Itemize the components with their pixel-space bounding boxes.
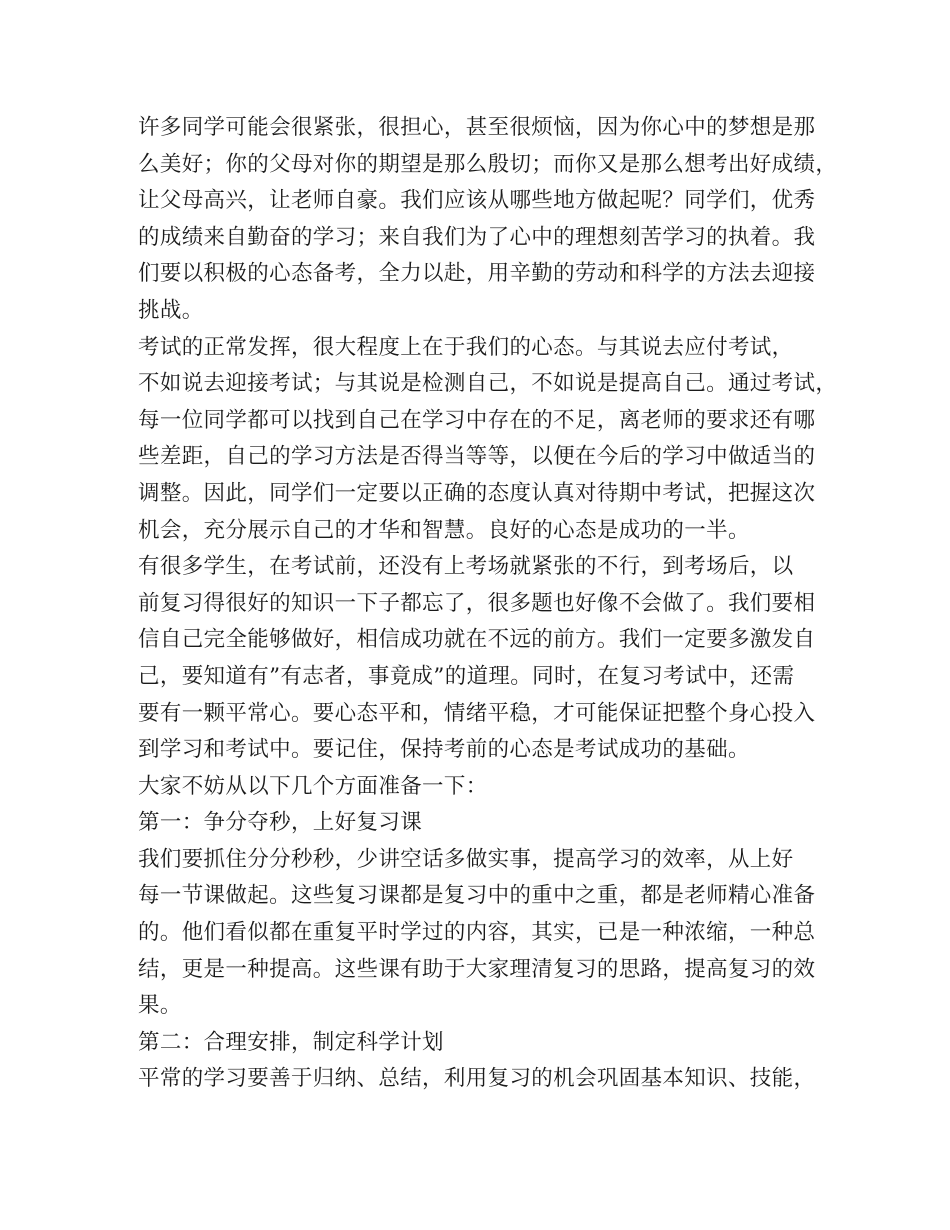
text-line: 到学习和考试中。要记住，保持考前的心态是考试成功的基础。 [138,737,750,763]
text-line: 前复习得很好的知识一下子都忘了，很多题也好像不会做了。我们要相 [138,590,816,616]
section-heading: 第二：合理安排，制定科学计划 [138,1029,444,1055]
text-line: 考试的正常发挥，很大程度上在于我们的心态。与其说去应付考试， [138,334,794,360]
document-body [138,110,838,1098]
text-line: 许多同学可能会很紧张，很担心，甚至很烦恼，因为你心中的梦想是那 [138,115,816,140]
text-line: 大家不妨从以下几个方面准备一下： [138,773,488,799]
text-line: 不如说去迎接考试；与其说是检测自己，不如说是提高自己。通过考试， [138,371,838,397]
text-line: 让父母高兴，让老师自豪。我们应该从哪些地方做起呢？同学们，优秀 [138,188,816,214]
text-line: 么美好；你的父母对你的期望是那么殷切；而你又是那么想考出好成绩， [138,151,838,177]
section-heading: 第一：争分夺秒，上好复习课 [138,810,423,836]
text-line: 有很多学生，在考试前，还没有上考场就紧张的不行，到考场后，以 [138,554,794,580]
text-line: 平常的学习要善于归纳、总结，利用复习的机会巩固基本知识、技能， [138,1066,816,1092]
text-line: 的。他们看似都在重复平时学过的内容，其实，已是一种浓缩，一种总 [138,920,816,946]
text-line: 己，要知道有”有志者，事竟成”的道理。同时，在复习考试中，还需 [138,663,795,689]
text-line: 调整。因此，同学们一定要以正确的态度认真对待期中考试，把握这次 [138,480,816,506]
text-line: 要有一颗平常心。要心态平和，情绪平稳，才可能保证把整个身心投入 [138,700,816,726]
text-line: 挑战。 [138,297,204,323]
text-line: 结，更是一种提高。这些课有助于大家理清复习的思路，提高复习的效 [138,956,816,982]
text-line: 我们要抓住分分秒秒，少讲空话多做实事，提高学习的效率，从上好 [138,846,794,872]
text-line: 果。 [138,993,182,1019]
text-line: 每一节课做起。这些复习课都是复习中的重中之重，都是老师精心准备 [138,883,816,909]
text-line: 些差距，自己的学习方法是否得当等等，以便在今后的学习中做适当的 [138,444,816,470]
text-line: 们要以积极的心态备考，全力以赴，用辛勤的劳动和科学的方法去迎接 [138,261,816,287]
text-line: 机会，充分展示自己的才华和智慧。良好的心态是成功的一半。 [138,517,750,543]
text-line: 信自己完全能够做好，相信成功就在不远的前方。我们一定要多激发自 [138,627,816,653]
text-line: 每一位同学都可以找到自己在学习中存在的不足，离老师的要求还有哪 [138,407,816,433]
text-line: 的成绩来自勤奋的学习；来自我们为了心中的理想刻苦学习的执着。我 [138,224,816,250]
